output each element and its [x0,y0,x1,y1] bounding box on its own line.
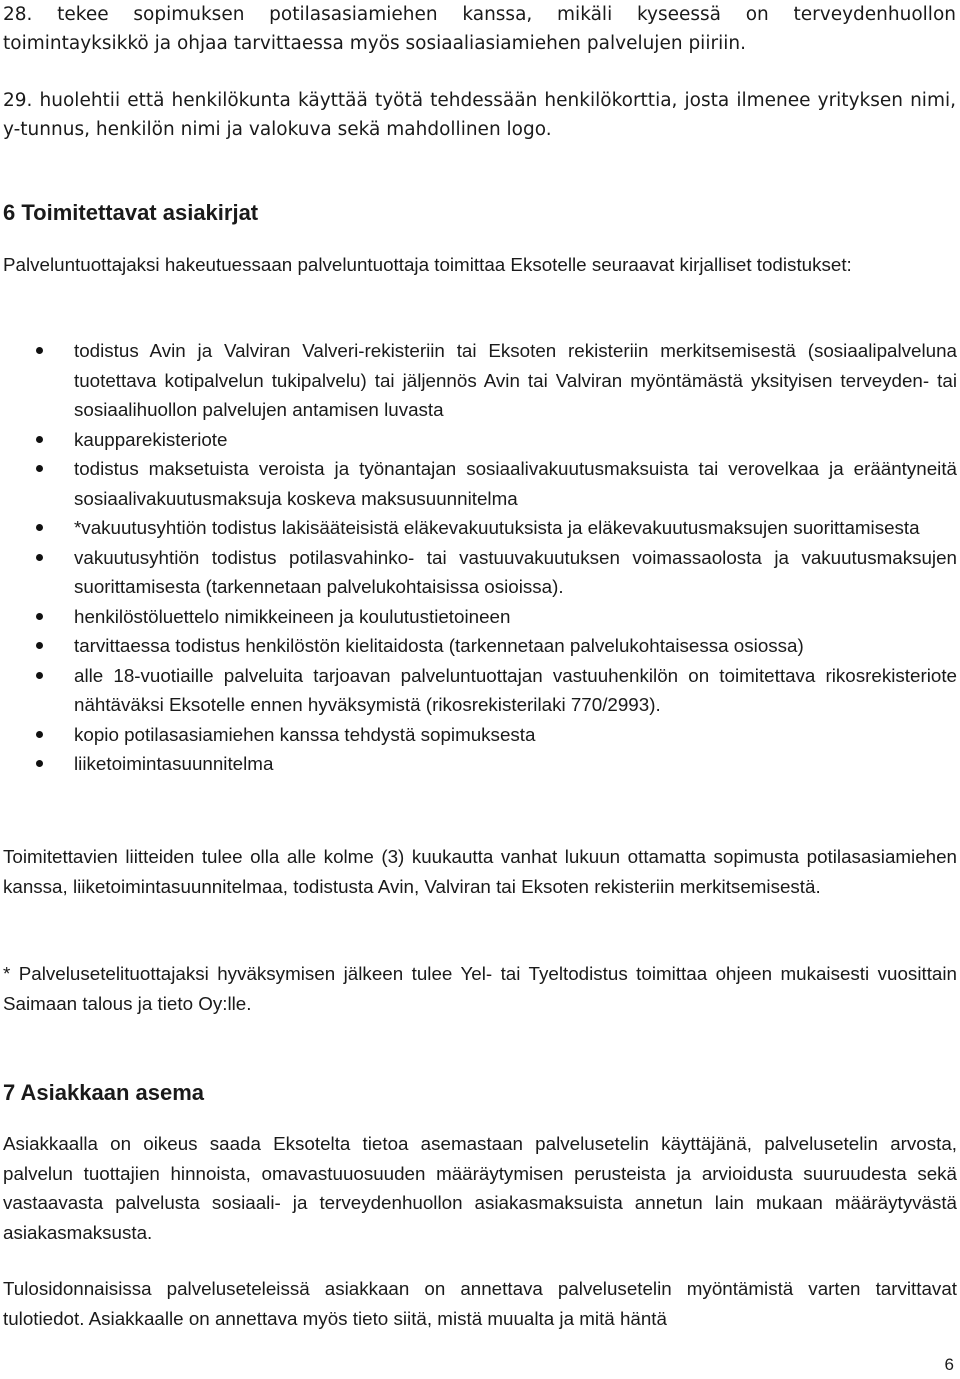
bullet-icon [36,347,43,354]
list-item: tarvittaessa todistus henkilöstön kielitaidosta (tarkennetaan palvelukohtaisessa osiossa) [0,631,957,661]
bullet-icon [36,731,43,738]
list-item: liiketoimintasuunnitelma [0,749,957,779]
attachments-age-paragraph: Toimitettavien liitteiden tulee olla alle kolme (3) kuukautta vanhat lukuun ottamatta sopimusta potilasasiamiehen kanssa, liiketoimintasuunnitelmaa, todistusta Avin, Valviran tai Eksoten rekisteriin merkitsemisestä. [3,846,957,897]
section-6-intro: Palveluntuottajaksi hakeutuessaan palveluntuottaja toimittaa Eksotelle seuraavat kirjalliset todistukset: [3,254,852,275]
bullet-icon [36,554,43,561]
footnote-paragraph: * Palvelusetelituottajaksi hyväksymisen jälkeen tulee Yel- tai Tyeltodistus toimittaa ohjeen mukaisesti vuosittain Saimaan talous ja tieto Oy:lle. [3,963,957,1014]
section-7-heading: 7 Asiakkaan asema [3,1080,204,1105]
bullet-icon [36,642,43,649]
bullet-icon [36,760,43,767]
bullet-icon [36,672,43,679]
section-7-paragraph-2: Tulosidonnaisissa palveluseteleissä asiakkaan on annettava palvelusetelin myöntämistä varten tarvittavat tulotiedot. Asiakkaalle on annettava myös tieto siitä, mistä muualta ja mitä häntä [3,1278,957,1329]
list-item: henkilöstöluettelo nimikkeineen ja koulutustietoineen [0,602,957,632]
section-6-heading: 6 Toimitettavat asiakirjat [3,200,259,225]
page-number: 6 [944,1355,954,1374]
section-7-paragraph-1: Asiakkaalla on oikeus saada Eksotelta tietoa asemastaan palvelusetelin käyttäjänä, palvelusetelin arvosta, palvelun tuottajien hinnoista, omavastuuosuuden määräytymisen perusteista ja arvioidusta suuruudesta sekä vastaavasta palvelusta sosiaali- ja terveydenhuollon asiakasmaksuista annetun lain mukaan määräytyvästä asiakasmaksusta. [3,1133,957,1243]
list-item: todistus Avin ja Valviran Valveri-rekisteriin tai Eksoten rekisteriin merkitsemisestä (sosiaalipalveluna tuotettava kotipalvelun tukipalvelu) tai jäljennös Avin tai Valviran myöntämästä yksityisen terveyden- tai sosiaalihuollon palvelujen antamisen luvasta [0,336,957,425]
numbered-item-28: 28. tekee sopimuksen potilasasiamiehen kanssa, mikäli kyseessä on terveydenhuollon toimintayksikkö ja ohjaa tarvittaessa myös sosiaaliasiamiehen palvelujen piiriin. [3,4,956,54]
list-item: *vakuutusyhtiön todistus lakisääteisistä eläkevakuutuksista ja eläkevakuutusmaksujen suorittamisesta [0,513,957,543]
list-item: alle 18-vuotiaille palveluita tarjoavan palveluntuottajan vastuuhenkilön on toimitettava rikosrekisteriote nähtäväksi Eksotelle ennen hyväksymistä (rikosrekisterilaki 770/2993). [0,661,957,720]
list-item: vakuutusyhtiön todistus potilasvahinko- tai vastuuvakuutuksen voimassaolosta ja vakuutusmaksujen suorittamisesta (tarkennetaan palvelukohtaisissa osioissa). [0,543,957,602]
bullet-icon [36,436,43,443]
bullet-icon [36,465,43,472]
bullet-icon [36,613,43,620]
bullet-icon [36,524,43,531]
numbered-item-29: 29. huolehtii että henkilökunta käyttää työtä tehdessään henkilökorttia, josta ilmenee yrityksen nimi, y-tunnus, henkilön nimi ja valokuva sekä mahdollinen logo. [3,90,956,140]
list-item: todistus maksetuista veroista ja työnantajan sosiaalivakuutusmaksuista tai verovelkaa ja erääntyneitä sosiaalivakuutusmaksuja koskeva maksusuunnitelma [0,454,957,513]
list-item: kopio potilasasiamiehen kanssa tehdystä sopimuksesta [0,720,957,750]
attachments-list [0,336,960,779]
list-item: kaupparekisteriote [0,425,957,455]
